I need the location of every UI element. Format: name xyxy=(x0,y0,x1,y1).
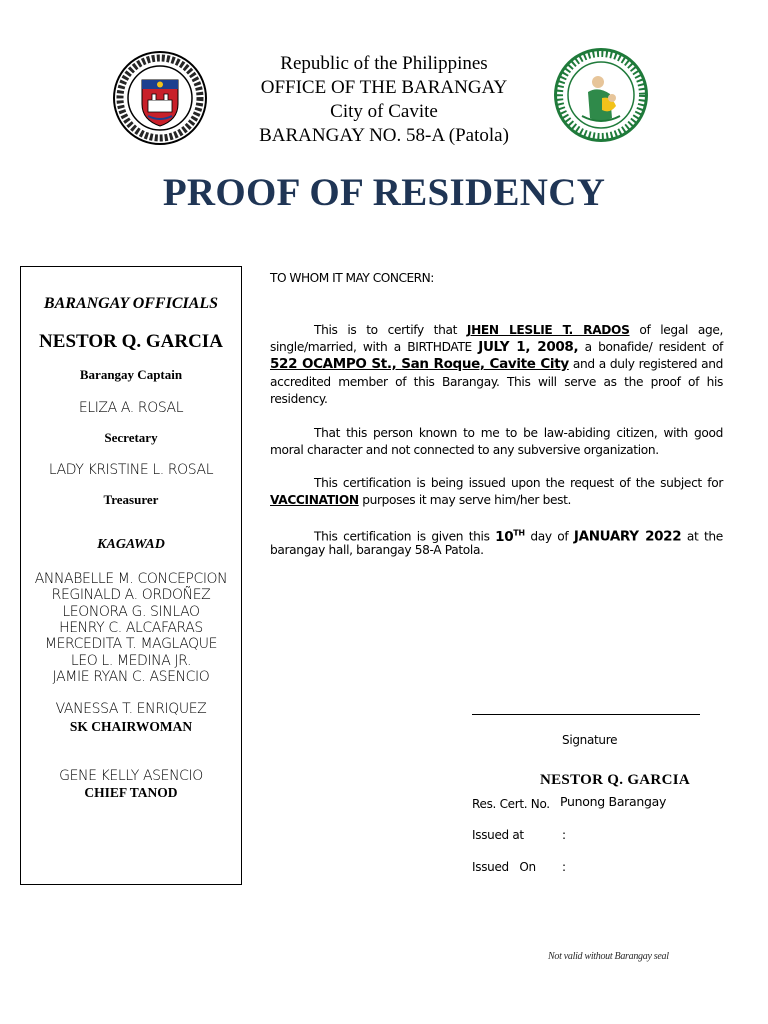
paragraph-2-line-2: moral character and not connected to any subversive organization. xyxy=(270,443,659,457)
issued-on-label: Issued On xyxy=(472,860,536,874)
officials-heading: BARANGAY OFFICIALS xyxy=(43,295,219,312)
tanod-role: CHIEF TANOD xyxy=(84,785,178,800)
salutation: TO WHOM IT MAY CONCERN: xyxy=(270,271,434,285)
paragraph-4-line-2: barangay hall, barangay 58-A Patola. xyxy=(270,543,484,557)
res-cert-label: Res. Cert. No. xyxy=(472,797,550,811)
text-span: This certification is given this xyxy=(314,529,490,544)
text-span: a bonafide/ resident of xyxy=(584,340,723,354)
secretary-name: ELIZA A. ROSAL xyxy=(78,400,184,416)
treasurer-name: LADY KRISTINE L. ROSAL xyxy=(48,462,214,478)
tanod-name: GENE KELLY ASENCIO xyxy=(59,768,203,784)
signature-label: Signature xyxy=(562,733,618,747)
issue-month-year: JANUARY 2022 xyxy=(573,528,682,545)
text-span: This certification is being issued upon the request of the subject for xyxy=(314,476,723,490)
signatory-title: Punong Barangay xyxy=(560,794,667,809)
text-span: day of xyxy=(530,529,569,544)
barangay-seal-logo xyxy=(552,46,650,144)
text-span: That this person known to me to be law-abiding citizen, with good xyxy=(314,426,723,440)
header-city: City of Cavite xyxy=(330,101,438,122)
header-barangay: BARANGAY NO. 58-A (Patola) xyxy=(259,125,509,146)
header-republic: Republic of the Philippines xyxy=(280,53,488,74)
text-span: at the xyxy=(686,529,723,544)
day-suffix: TH xyxy=(513,528,525,537)
officials-sidebar xyxy=(20,266,242,885)
city-seal-logo xyxy=(112,50,208,146)
paragraph-1-line-3 xyxy=(270,356,723,373)
page-title: PROOF OF RESIDENCY xyxy=(162,171,606,214)
kagawad-member: JAMIE RYAN C. ASENCIO xyxy=(52,669,210,685)
treasurer-role: Treasurer xyxy=(103,492,159,507)
birthdate: JULY 1, 2008, xyxy=(478,339,579,355)
paragraph-1-line-4: accredited member of this Barangay. This will serve as the proof of his xyxy=(270,375,723,389)
text-span: This is to certify that xyxy=(314,323,458,337)
kagawad-member: ANNABELLE M. CONCEPCION xyxy=(34,571,228,587)
issued-at-separator: : xyxy=(562,828,566,842)
sk-chair-name: VANESSA T. ENRIQUEZ xyxy=(55,701,207,717)
issued-at-label: Issued at xyxy=(472,828,524,842)
paragraph-3-line-2 xyxy=(270,492,723,509)
text-span: and a duly registered and xyxy=(572,357,723,371)
kagawad-member: LEONORA G. SINLAO xyxy=(62,604,200,620)
secretary-role: Secretary xyxy=(104,430,158,445)
kagawad-member: HENRY C. ALCAFARAS xyxy=(59,620,203,636)
paragraph-1-line-2 xyxy=(270,339,723,356)
kagawad-member: REGINALD A. ORDOÑEZ xyxy=(51,587,211,603)
resident-name: JHEN LESLIE T. RADOS xyxy=(466,323,630,337)
signature-line xyxy=(472,714,700,715)
signatory-name: NESTOR Q. GARCIA xyxy=(540,772,690,788)
resident-address: 522 OCAMPO St., San Roque, Cavite City xyxy=(270,356,569,372)
captain-role: Barangay Captain xyxy=(79,367,183,382)
paragraph-1-line-5: residency. xyxy=(270,392,328,406)
kagawad-heading: KAGAWAD xyxy=(97,537,165,552)
kagawad-member: LEO L. MEDINA JR. xyxy=(70,653,192,669)
purpose: VACCINATION xyxy=(270,493,359,507)
captain-name: NESTOR Q. GARCIA xyxy=(39,331,223,352)
day-number: 10 xyxy=(495,528,514,545)
paragraph-2-line-1 xyxy=(270,425,723,442)
header-office: OFFICE OF THE BARANGAY xyxy=(260,77,508,98)
sk-chair-role: SK CHAIRWOMAN xyxy=(69,719,193,734)
kagawad-member: MERCEDITA T. MAGLAQUE xyxy=(44,636,218,652)
text-span: of legal age, xyxy=(639,323,723,337)
issued-on-separator: : xyxy=(562,860,566,874)
paragraph-1-line-1 xyxy=(270,322,723,339)
paragraph-3-line-1 xyxy=(270,475,723,492)
text-span: purposes it may serve him/her best. xyxy=(362,493,572,507)
letterhead xyxy=(200,52,568,148)
text-span: single/married, with a BIRTHDATE xyxy=(270,340,472,354)
seal-validity-note: Not valid without Barangay seal xyxy=(548,951,669,962)
